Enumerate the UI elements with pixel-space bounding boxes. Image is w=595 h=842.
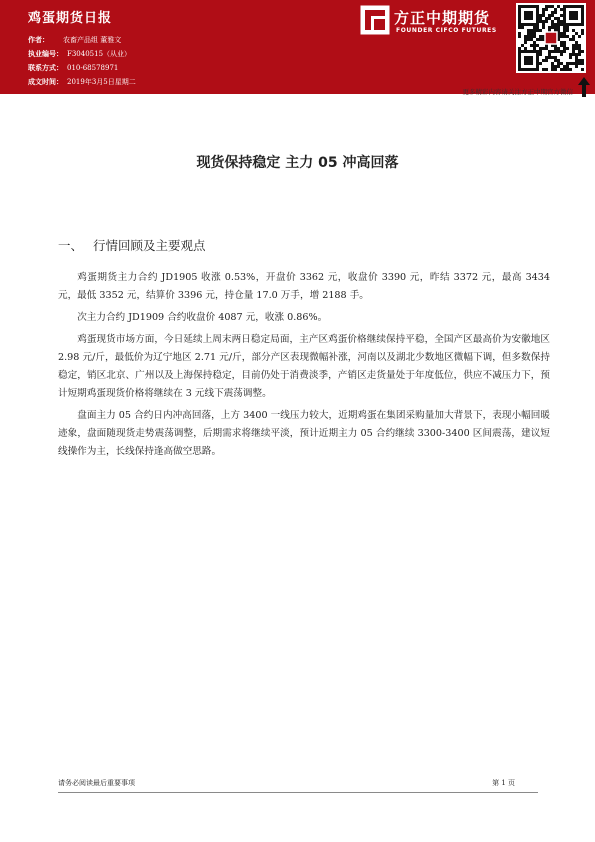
section-title: 行情回顾及主要观点 bbox=[93, 238, 206, 253]
document-title: 现货保持稳定 主力 05 冲高回落 bbox=[196, 155, 399, 171]
body-paragraph-secondary-contract: 次主力合约 JD1909 合约收盘价 4087 元，收涨 0.86%。 bbox=[77, 312, 328, 323]
meta-author-value: 农畜产品组 董雅文 bbox=[63, 36, 122, 44]
body-paragraph-outlook: 盘面主力 05 合约日内冲高回落，上方 3400 一线压力较大，近期鸡蛋在集团采购量加大背景下，表现小幅回暖迹象，盘面随现货走势震荡调整，后期需求将继续平淡，预计近期主力 05 合约继续 3300-3400 区间震荡，建议短线操作为主，长线保持逢高做空思路。 bbox=[58, 410, 550, 457]
footer-disclaimer-note: 请务必阅读最后重要事项 bbox=[58, 779, 135, 787]
section-number: 一、 bbox=[58, 238, 84, 253]
logo-cn-text: 方正中期期货 bbox=[394, 9, 491, 27]
arrow-up-icon bbox=[578, 77, 590, 97]
meta-date-value: 2019年3月5日星期二 bbox=[67, 78, 136, 86]
body-paragraph-futures: 鸡蛋期货主力合约 JD1905 收涨 0.53%，开盘价 3362 元，收盘价 3390 元，昨结 3372 元，最高 3434 元，最低 3352 元，结算价 3396 元，持仓量 17.0 万手，增 2188 手。 bbox=[58, 272, 550, 301]
meta-license bbox=[28, 47, 136, 61]
founder-logo-icon bbox=[360, 5, 390, 35]
section-heading bbox=[58, 236, 206, 254]
qr-code-icon bbox=[518, 5, 584, 71]
meta-contact-value: 010-68578971 bbox=[67, 64, 119, 72]
logo-en-text: FOUNDER CIFCO FUTURES bbox=[396, 27, 497, 34]
report-body bbox=[58, 269, 550, 465]
author-meta bbox=[28, 33, 136, 89]
meta-author bbox=[28, 33, 136, 47]
body-paragraph-spot-market: 鸡蛋现货市场方面，今日延续上周末两日稳定局面，主产区鸡蛋价格继续保持平稳，全国产区最高价为安徽地区 2.98 元/斤，最低价为辽宁地区 2.71 元/斤，部分产区表现微幅补涨，河南以及湖北少数地区微幅下调，但多数保持稳定，销区北京、广州以及上海保持稳定，目前仍处于消费淡季，产销区走货量处于年度低位，供应不减压力下，预计短期鸡蛋现货价格将继续在 3 元线下震荡调整。 bbox=[58, 334, 550, 399]
meta-date-key: 成文时间： bbox=[28, 78, 63, 86]
page-number: 第 1 页 bbox=[492, 779, 515, 787]
meta-license-value: F3040515（从业） bbox=[67, 50, 132, 58]
meta-contact-key: 联系方式： bbox=[28, 64, 63, 72]
report-title: 鸡蛋期货日报 bbox=[28, 11, 113, 26]
wechat-qr-code bbox=[516, 3, 586, 73]
report-header bbox=[0, 0, 595, 94]
meta-license-key: 执业编号： bbox=[28, 50, 63, 58]
meta-date bbox=[28, 75, 136, 89]
meta-contact bbox=[28, 61, 136, 75]
follow-wechat-text: 更多精彩内容请关注方正中期官方微信 bbox=[462, 88, 573, 96]
company-logo bbox=[360, 5, 510, 39]
meta-author-key: 作者： bbox=[28, 36, 49, 44]
footer-divider bbox=[58, 792, 538, 793]
